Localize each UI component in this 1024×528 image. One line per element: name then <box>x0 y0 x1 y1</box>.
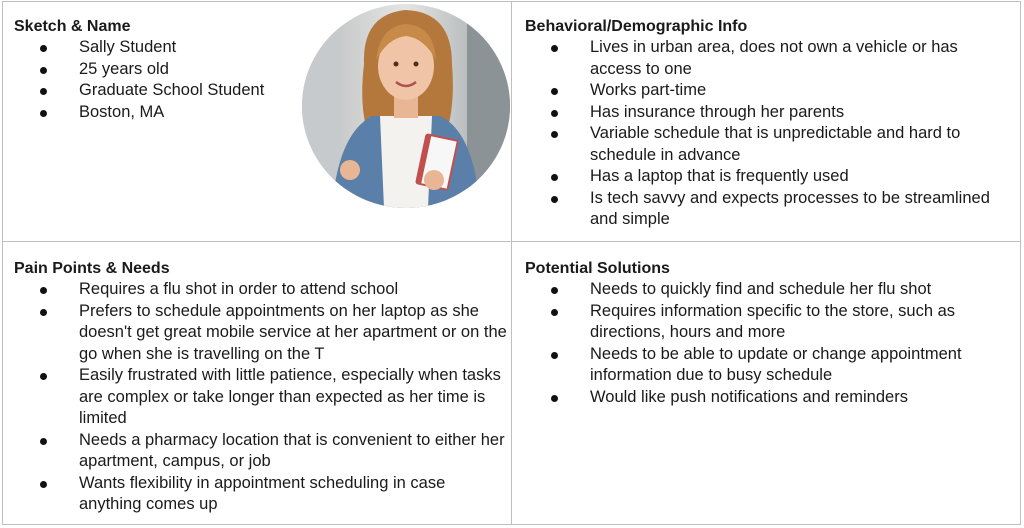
solutions-cell <box>525 258 1010 408</box>
list-item: Has a laptop that is frequently used <box>525 166 1010 188</box>
solutions-list <box>525 279 1010 408</box>
sketch-name-heading: Sketch & Name <box>14 18 131 35</box>
behavioral-heading: Behavioral/Demographic Info <box>525 18 748 35</box>
list-item: Requires a flu shot in order to attend school <box>14 279 509 301</box>
list-item: 25 years old <box>14 59 314 81</box>
list-item: Boston, MA <box>14 102 314 124</box>
list-item: Wants flexibility in appointment scheduling in case anything comes up <box>14 473 509 516</box>
person-photo-icon <box>302 4 510 208</box>
list-item: Would like push notifications and reminders <box>525 387 1010 409</box>
list-item: Needs to be able to update or change appointment information due to busy schedule <box>525 344 1010 387</box>
list-item: Needs a pharmacy location that is convenient to either her apartment, campus, or job <box>14 430 509 473</box>
behavioral-list <box>525 37 1010 231</box>
list-item: Variable schedule that is unpredictable and hard to schedule in advance <box>525 123 1010 166</box>
sketch-name-cell <box>14 16 314 123</box>
list-item: Needs to quickly find and schedule her flu shot <box>525 279 1010 301</box>
row-divider <box>2 241 1021 242</box>
pain-points-list <box>14 279 509 516</box>
solutions-heading: Potential Solutions <box>525 260 670 277</box>
list-item: Easily frustrated with little patience, especially when tasks are complex or take longer than expected as her time is limited <box>14 365 509 430</box>
sketch-name-list <box>14 37 314 123</box>
list-item: Lives in urban area, does not own a vehicle or has access to one <box>525 37 1010 80</box>
pain-points-cell <box>14 258 509 516</box>
list-item: Sally Student <box>14 37 314 59</box>
list-item: Requires information specific to the store, such as directions, hours and more <box>525 301 1010 344</box>
list-item: Graduate School Student <box>14 80 314 102</box>
list-item: Has insurance through her parents <box>525 102 1010 124</box>
list-item: Prefers to schedule appointments on her laptop as she doesn't get great mobile service at her apartment or on the go when she is travelling on the T <box>14 301 509 366</box>
list-item: Is tech savvy and expects processes to be streamlined and simple <box>525 188 1010 231</box>
list-item: Works part-time <box>525 80 1010 102</box>
pain-points-heading: Pain Points & Needs <box>14 260 170 277</box>
column-divider <box>511 1 512 525</box>
behavioral-cell <box>525 16 1010 231</box>
persona-photo <box>302 4 510 208</box>
